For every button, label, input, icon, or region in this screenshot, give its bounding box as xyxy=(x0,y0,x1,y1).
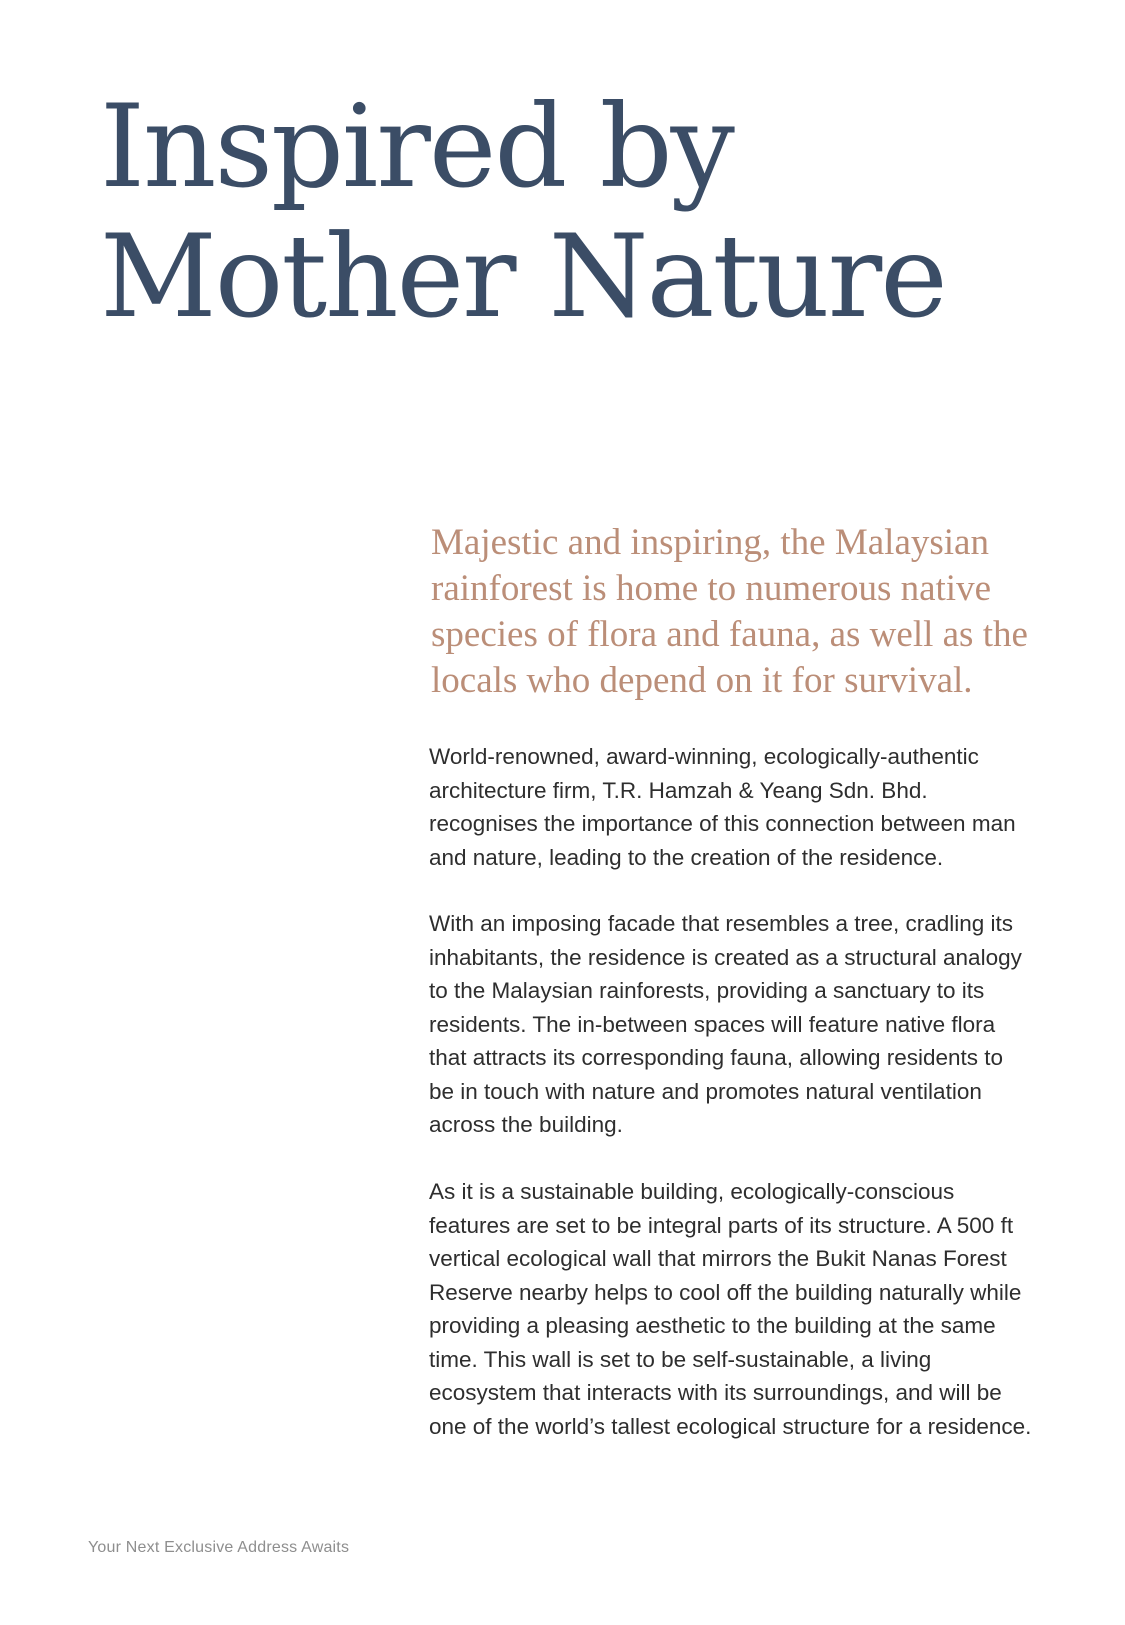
body-line: World-renowned, award-winning, ecologically-authentic xyxy=(429,744,979,769)
page-title xyxy=(100,82,946,342)
body-line: providing a pleasing aesthetic to the building at the same xyxy=(429,1313,996,1338)
body-line: features are set to be integral parts of its structure. A 500 ft xyxy=(429,1212,1014,1238)
page-title-line: Inspired by xyxy=(100,80,733,213)
body-line: that attracts its corresponding fauna, allowing residents to xyxy=(429,1045,1004,1070)
body-paragraph-facade xyxy=(429,907,1069,1142)
body-line: across the building. xyxy=(429,1112,623,1137)
lead-line: rainforest is home to numerous native xyxy=(431,568,992,609)
footer-tagline: Your Next Exclusive Address Awaits xyxy=(88,1539,350,1556)
body-line: residents. The in-between spaces will feature native flora xyxy=(429,1011,996,1037)
body-line: one of the world’s tallest ecological structure for a residence. xyxy=(429,1413,1032,1439)
body-line: inhabitants, the residence is created as a structural analogy xyxy=(429,944,1022,970)
lead-line: Majestic and inspiring, the Malaysian xyxy=(431,522,989,563)
body-line: recognises the importance of this connection between man xyxy=(429,811,1016,836)
body-line: ecosystem that interacts with its surroundings, and will be xyxy=(429,1380,1002,1405)
body-line: vertical ecological wall that mirrors the Bukit Nanas Forest xyxy=(429,1246,1007,1271)
page-title-line: Mother Nature xyxy=(100,210,946,343)
body-line: As it is a sustainable building, ecologically-conscious xyxy=(429,1179,955,1204)
body-line: With an imposing facade that resembles a tree, cradling its xyxy=(429,911,1014,936)
lead-line: species of flora and fauna, as well as the xyxy=(431,614,1028,655)
body-line: Reserve nearby helps to cool off the building naturally while xyxy=(429,1279,1022,1305)
body-line: be in touch with nature and promotes natural ventilation xyxy=(429,1078,982,1104)
lead-line: locals who depend on it for survival. xyxy=(431,660,973,701)
body-line: architecture firm, T.R. Hamzah & Yeang Sdn. Bhd. xyxy=(429,777,928,803)
lead-paragraph xyxy=(431,520,1051,704)
body-line: and nature, leading to the creation of the residence. xyxy=(429,844,944,870)
body-line: time. This wall is set to be self-sustainable, a living xyxy=(429,1346,932,1372)
body-paragraph-architect xyxy=(429,740,1069,874)
body-paragraph-sustainability xyxy=(429,1175,1069,1443)
body-line: to the Malaysian rainforests, providing a sanctuary to its xyxy=(429,978,985,1003)
